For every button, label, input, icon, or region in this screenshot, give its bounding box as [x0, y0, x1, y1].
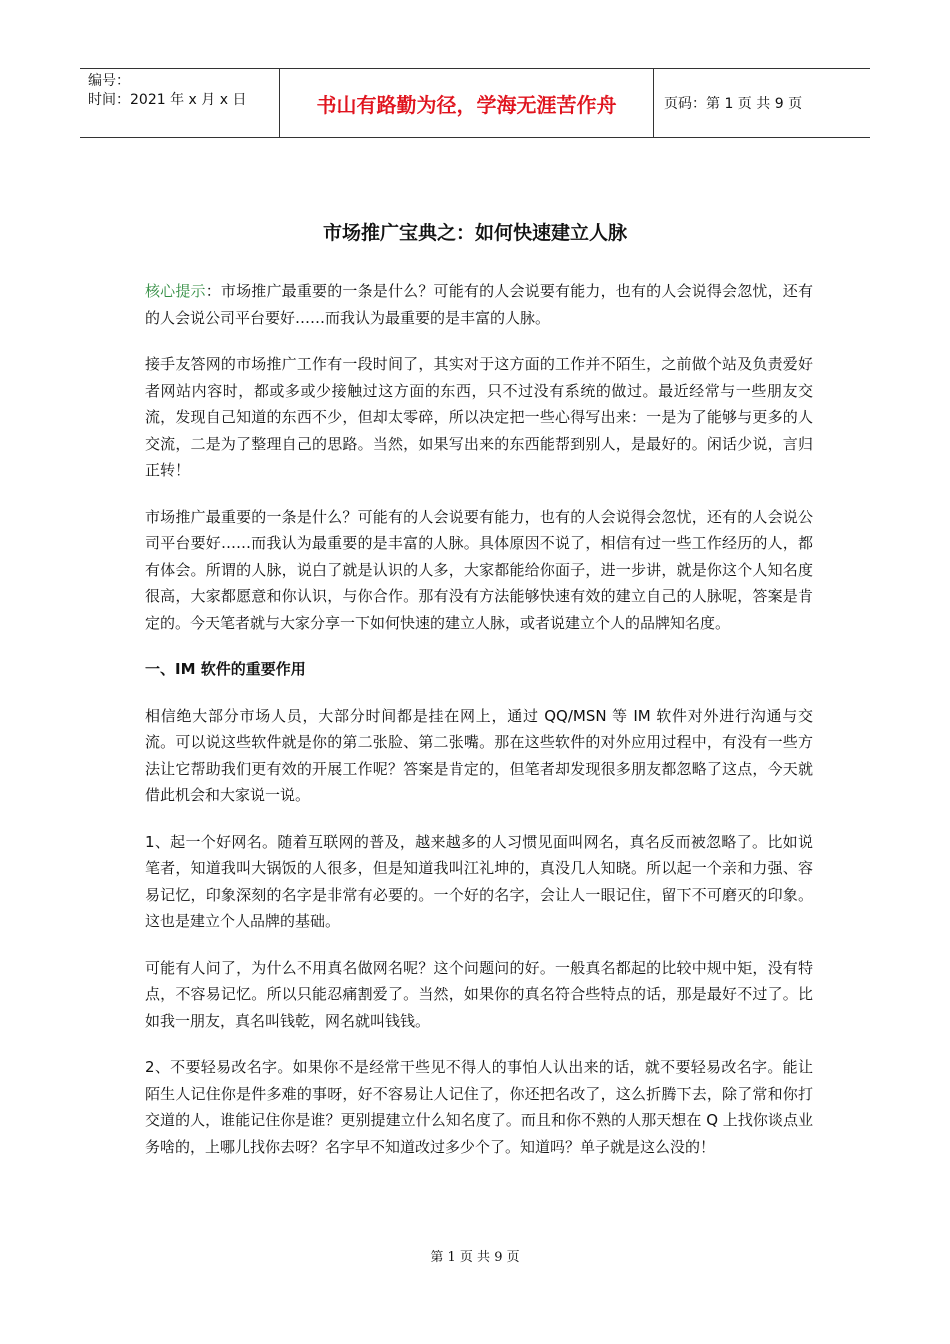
- header-motto: 书山有路勤为径，学海无涯苦作舟: [280, 69, 654, 137]
- date-label: 时间：2021 年 x 月 x 日: [88, 92, 247, 108]
- lead-text: ：市场推广最重要的一条是什么？可能有的人会说要有能力，也有的人会说得会忽忧，还有的人会说公司平台要好……而我认为最重要的是丰富的人脉。: [145, 282, 813, 327]
- paragraph: 相信绝大部分市场人员，大部分时间都是挂在网上，通过 QQ/MSN 等 IM 软件对外进行沟通与交流。可以说这些软件就是你的第二张脸、第二张嘴。那在这些软件的对外应用过程中，有没有一些方法让它帮助我们更有效的开展工作呢？答案是肯定的，但笔者却发现很多朋友都忽略了这点，今天就借此机会和大家说一说。: [145, 706, 813, 804]
- document-header: [80, 68, 870, 138]
- document-body: [145, 278, 813, 1180]
- paragraph: 1、起一个好网名。随着互联网的普及，越来越多的人习惯见面叫网名，真名反而被忽略了。比如说笔者，知道我叫大锅饭的人很多，但是知道我叫江礼坤的，真没几人知晓。所以起一个亲和力强、容易记忆，印象深刻的名字是非常有必要的。一个好的名字，会让人一眼记住，留下不可磨灭的印象。这也是建立个人品牌的基础。: [145, 832, 813, 930]
- lead-label: 核心提示: [145, 282, 206, 300]
- paragraph: 接手友答网的市场推广工作有一段时间了，其实对于这方面的工作并不陌生，之前做个站及负责爱好者网站内容时，都或多或少接触过这方面的东西，只不过没有系统的做过。最近经常与一些朋友交流，发现自己知道的东西不少，但却太零碎，所以决定把一些心得写出来：一是为了能够与更多的人交流，二是为了整理自己的思路。当然，如果写出来的东西能帮到别人，是最好的。闲话少说，言归正转！: [145, 355, 813, 479]
- document-title: 市场推广宝典之：如何快速建立人脉: [322, 222, 627, 244]
- header-page-info: 页码：第 1 页 共 9 页: [664, 96, 803, 112]
- paragraph: 2、不要轻易改名字。如果你不是经常干些见不得人的事怕人认出来的话，就不要轻易改名字。能让陌生人记住你是件多难的事呀，好不容易让人记住了，你还把名改了，这么折腾下去，除了常和你打交道的人，谁能记住你是谁？更别提建立什么知名度了。而且和你不熟的人那天想在 Q 上找你谈点业务啥的，上哪儿找你去呀？名字早不知道改过多少个了。知道吗？单子就是这么没的！: [145, 1058, 813, 1156]
- header-meta-cell: [80, 69, 280, 137]
- paragraph: 可能有人问了，为什么不用真名做网名呢？这个问题问的好。一般真名都起的比较中规中矩，没有特点，不容易记忆。所以只能忍痛割爱了。当然，如果你的真名符合些特点的话，那是最好不过了。比如我一朋友，真名叫钱乾，网名就叫钱钱。: [145, 958, 813, 1030]
- section-heading: 一、IM 软件的重要作用: [145, 660, 306, 678]
- serial-label: 编号：: [88, 73, 130, 89]
- lead-paragraph: [145, 278, 813, 331]
- paragraph: 市场推广最重要的一条是什么？可能有的人会说要有能力，也有的人会说得会忽忧，还有的人会说公司平台要好……而我认为最重要的是丰富的人脉。具体原因不说了，相信有过一些工作经历的人，都有体会。所谓的人脉，说白了就是认识的人多，大家都能给你面子，进一步讲，就是你这个人知名度很高，大家都愿意和你认识，与你合作。那有没有方法能够快速有效的建立自己的人脉呢，答案是肯定的。今天笔者就与大家分享一下如何快速的建立人脉，或者说建立个人的品牌知名度。: [145, 507, 813, 632]
- page-footer: 第 1 页 共 9 页: [430, 1250, 520, 1265]
